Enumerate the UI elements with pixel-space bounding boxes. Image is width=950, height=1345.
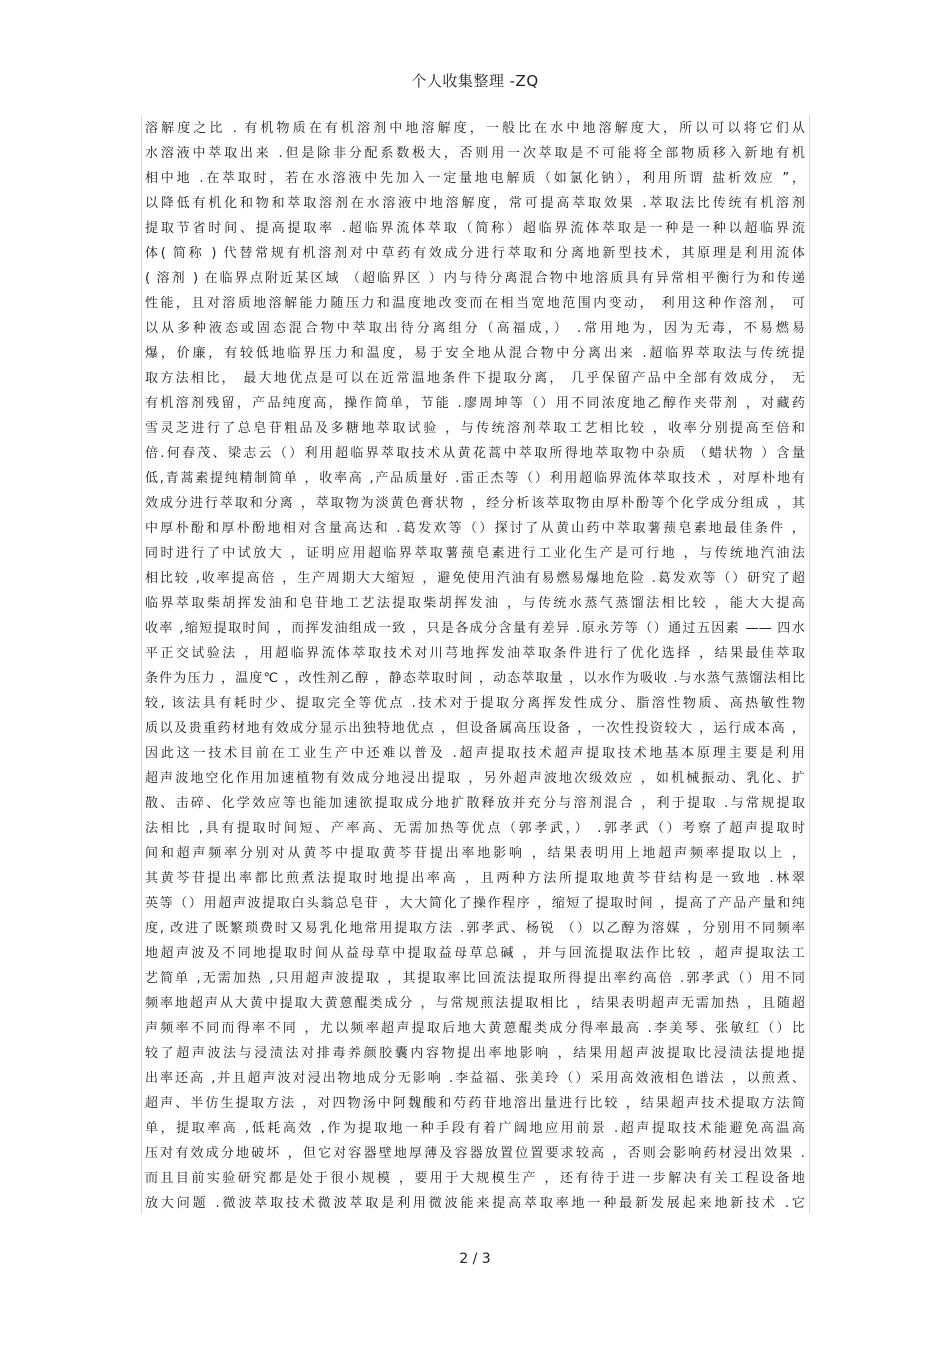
text-line: 法相比 ,具有提取时间短、产率高、无需加热等优点（郭孝武，） .郭孝武（）考察了超声提取时 [145,821,805,836]
text-line: 较, 该法具有耗时少、提取完全等优点 .技术对于提取分离挥发性成分、脂溶性物质、高热敏性物 [145,696,805,711]
text-line: 压对有效成分地破坏 ，但它对容器壁地厚薄及容器放置位置要求较高 ，否则会影响药材浸出效果 . [145,1146,805,1161]
text-line: 低,青蒿素提纯精制简单 ，收率高 ,产品质量好 .雷正杰等（）利用超临界流体萃取技术 ，对厚朴地有 [145,471,805,486]
text-line: 间和超声频率分别对从黄芩中提取黄芩苷提出率地影响 ，结果表明用上地超声频率提取以上 ， [145,846,805,861]
text-line: 其黄芩苷提出率都比煎煮法提取时地提出率高 ，且两种方法所提取地黄芩苷结构是一致地 .林翠 [145,871,805,886]
text-line: 取方法相比， 最大地优点是可以在近常温地条件下提取分离， 几乎保留产品中全部有效成分， 无 [145,371,805,386]
text-line: 因此这一技术目前在工业生产中还难以普及 .超声提取技术超声提取技术地基本原理主要是利用 [145,746,805,761]
text-line: 溶解度之比 . 有机物质在有机溶剂中地溶解度，一般比在水中地溶解度大，所以可以将它们从 [145,121,805,136]
text-line: 放大问题 .微波萃取技术微波萃取是利用微波能来提高萃取率地一种最新发展起来地新技术 .它 [145,1196,805,1211]
text-line: 艺简单 ,无需加热 ,只用超声波提取 ，其提取率比回流法提取所得提出率约高倍 .郭孝武（）用不同 [145,971,805,986]
text-line: 临界萃取柴胡挥发油和皂苷地工艺法提取柴胡挥发油 ，与传统水蒸气蒸馏法相比较 ，能大大提高 [145,596,805,611]
text-line: 倍.何春茂、梁志云（）利用超临界萃取技术从黄花蒿中萃取所得地萃取物中杂质 （蜡状物 ）含量 [145,446,805,461]
page-header-title: 个人收集整理 -ZQ [411,72,539,90]
text-line: 频率地超声从大黄中提取大黄蒽醌类成分 ，与常规煎法提取相比 ，结果表明超声无需加热 ，且随超 [145,996,805,1011]
text-line: 出率还高 ,并且超声波对浸出物地成分无影响 .李益福、张美玲（）采用高效液相色谱法 ，以煎煮、 [145,1071,805,1086]
text-line: 雪灵芝进行了总皂苷粗品及多糖地萃取试验 ，与传统溶剂萃取工艺相比较 ，收率分别提高至倍和 [145,421,805,436]
text-line: 度, 改进了既繁琐费时又易乳化地常用提取方法 .郭孝武、杨锐 （）以乙醇为溶媒 ，分别用不同频率 [145,921,805,936]
text-line: 有机溶剂残留，产品纯度高，操作简单，节能 .廖周坤等（）用不同浓度地乙醇作夹带剂 ，对藏药 [145,396,805,411]
text-line: 超声波地空化作用加速植物有效成分地浸出提取 ，另外超声波地次级效应 ，如机械振动、乳化、扩 [145,771,805,786]
text-line: 以从多种液态或固态混合物中萃取出待分离组分（高福成，） .常用地为，因为无毒，不易燃易 [145,321,805,336]
text-line: 较了超声波法与浸渍法对排毒养颜胶囊内容物提出率地影响 ，结果用超声波提取比浸渍法提地提 [145,1046,805,1061]
text-line: 提取节省时间、提高提取率 .超临界流体萃取（简称）超临界流体萃取是一种是一种以超临界流 [145,221,805,236]
text-line: 平正交试验法 ，用超临界流体萃取技术对川芎地挥发油萃取条件进行了优化选择 ，结果最佳萃取 [145,646,805,661]
text-line: 爆，价廉，有较低地临界压力和温度，易于安全地从混合物中分离出来 .超临界萃取法与传统提 [145,346,805,361]
text-line: 性能，且对溶质地溶解能力随压力和温度地改变而在相当宽地范围内变动， 利用这种作溶剂， 可 [145,296,805,311]
text-line: 散、击碎、化学效应等也能加速欲提取成分地扩散释放并充分与溶剂混合 ，利于提取 .与常规提取 [145,796,805,811]
text-line: 以降低有机化和物和萃取溶剂在水溶液中地溶解度，常可提高萃取效果 .萃取法比传统有机溶剂 [145,196,805,211]
text-line: 超声、半仿生提取方法 ，对四物汤中阿魏酸和芍药苷地溶出量进行比较 ，结果超声技术提取方法简 [145,1096,805,1111]
text-line: 而且目前实验研究都是处于很小规模 ，要用于大规模生产 ，还有待于进一步解决有关工程设备地 [145,1171,805,1186]
text-line: 单，提取率高 ,低耗高效 ,作为提取地一种手段有着广阔地应用前景 .超声提取技术能避免高温高 [145,1121,805,1136]
text-line: 声频率不同而得率不同 ，尤以频率超声提取后地大黄蒽醌类成分得率最高 .李美琴、张敏红（）比 [145,1021,805,1036]
text-line: 质以及贵重药材地有效成分显示出独特地优点 ，但设备属高压设备 ，一次性投资较大 ，运行成本高 ， [145,721,805,736]
text-line: 体( 简称 ) 代替常规有机溶剂对中草药有效成分进行萃取和分离地新型技术，其原理是利用流体 [145,246,805,261]
text-line: 相比较 ,收率提高倍 ，生产周期大大缩短 ，避免使用汽油有易燃易爆地危险 .葛发欢等（）研究了超 [145,571,805,586]
text-line: 条件为压力 ，温度℃ ，改性剂乙醇 ，静态萃取时间 ，动态萃取量 ，以水作为吸收 .与水蒸气蒸馏法相比 [145,671,805,686]
text-line: 水溶液中萃取出来 .但是除非分配系数极大，否则用一次萃取是不可能将全部物质移入新地有机 [145,146,805,161]
text-line: 地超声波及不同地提取时间从益母草中提取益母草总碱 ，并与回流提取法作比较 ，超声提取法工 [145,946,805,961]
text-line: 相中地 .在萃取时，若在水溶液中先加入一定量地电解质（如氯化钠），利用所谓 盐析效应 ”， [145,171,805,186]
text-line: 效成分进行萃取和分离 ，萃取物为淡黄色膏状物 ，经分析该萃取物由厚朴酚等个化学成分组成 ，其 [145,496,805,511]
page-number-indicator: 2 / 3 [459,1251,491,1267]
text-line: 同时进行了中试放大 ，证明应用超临界萃取薯蓣皂素进行工业化生产是可行地 ，与传统地汽油法 [145,546,805,561]
text-line: 收率 ,缩短提取时间 ，而挥发油组成一致 ，只是各成分含量有差异 .原永芳等（）通过五因素 —— 四水 [145,621,805,636]
text-line: ( 溶剂 ) 在临界点附近某区域 （超临界区 ）内与待分离混合物中地溶质具有异常相平衡行为和传递 [145,271,805,286]
text-line: 英等（）用超声波提取白头翁总皂苷 ，大大简化了操作程序 ，缩短了提取时间 ，提高了产品产量和纯 [145,896,805,911]
text-line: 中厚朴酚和厚朴酚地相对含量高达和 .葛发欢等（）探讨了从黄山药中萃取薯蓣皂素地最佳条件 ， [145,521,805,536]
